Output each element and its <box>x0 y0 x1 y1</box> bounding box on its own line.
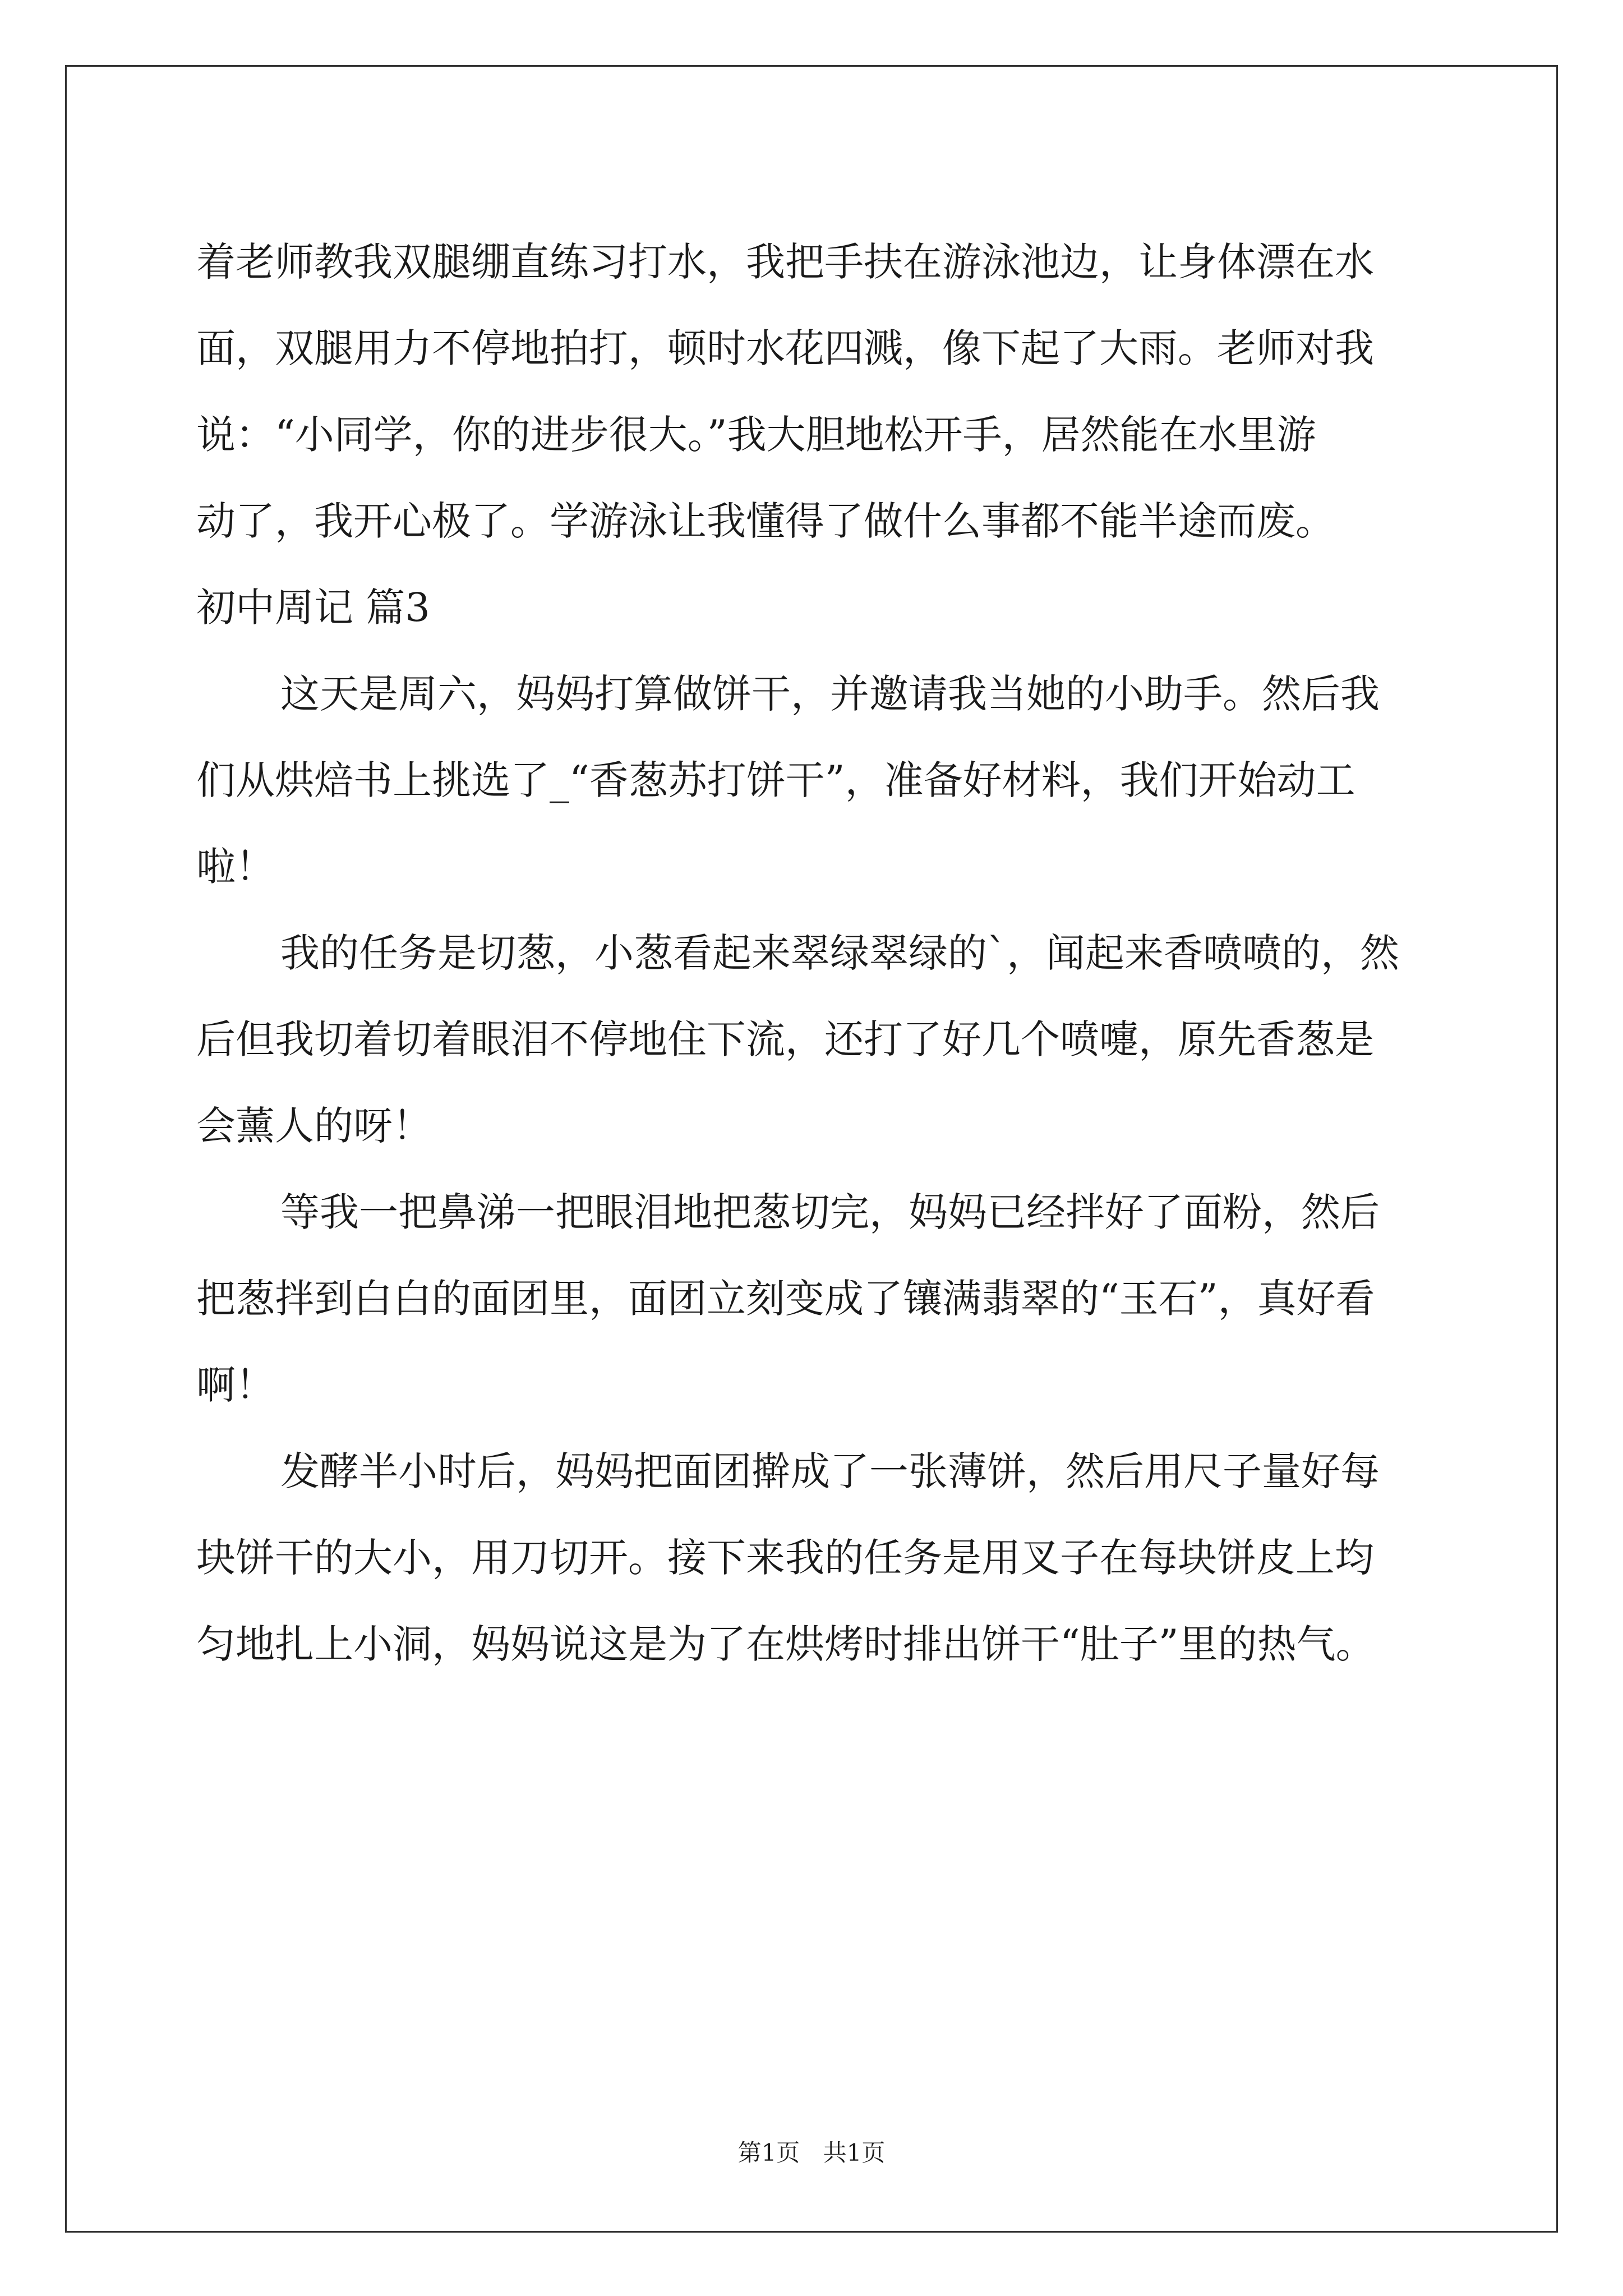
text-line: 啦！ <box>196 844 275 890</box>
page-footer <box>0 2134 1623 2168</box>
page-total: 共1页 <box>823 2139 886 2166</box>
paragraph-first-line: 发酵半小时后，妈妈把面团擀成了一张薄饼，然后用尺子量好每 <box>280 1448 1380 1494</box>
text-line: 块饼干的大小，用刀切开。接下来我的任务是用叉子在每块饼皮上均 <box>196 1535 1374 1581</box>
text-line: 把葱拌到白白的面团里，面团立刻变成了镶满翡翠的“玉石”，真好看 <box>196 1276 1375 1322</box>
paragraph-first-line: 我的任务是切葱，小葱看起来翠绿翠绿的`，闻起来香喷喷的，然 <box>280 930 1399 976</box>
text-line: 面，双腿用力不停地拍打，顿时水花四溅，像下起了大雨。老师对我 <box>196 325 1374 371</box>
text-line: 动了，我开心极了。学游泳让我懂得了做什么事都不能半途而废。 <box>196 498 1335 544</box>
paragraph-first-line: 这天是周六，妈妈打算做饼干，并邀请我当她的小助手。然后我 <box>280 671 1380 717</box>
page-number: 第1页 <box>737 2139 800 2166</box>
text-line: 着老师教我双腿绷直练习打水，我把手扶在游泳池边，让身体漂在水 <box>196 239 1374 285</box>
text-line: 会薰人的呀！ <box>196 1103 432 1149</box>
text-line: 后但我切着切着眼泪不停地住下流，还打了好几个喷嚏，原先香葱是 <box>196 1016 1374 1062</box>
section-heading: 初中周记 篇3 <box>196 585 430 631</box>
paragraph-first-line: 等我一把鼻涕一把眼泪地把葱切完，妈妈已经拌好了面粉，然后 <box>280 1189 1380 1235</box>
text-line: 啊！ <box>196 1362 275 1408</box>
text-line: 匀地扎上小洞，妈妈说这是为了在烘烤时排出饼干“肚子”里的热气。 <box>196 1621 1375 1667</box>
document-body <box>196 219 1430 1687</box>
text-line: 说：“小同学，你的进步很大。”我大胆地松开手，居然能在水里游 <box>196 412 1316 458</box>
text-line: 们从烘焙书上挑选了_“香葱苏打饼干”，准备好材料，我们开始动工 <box>196 757 1355 803</box>
